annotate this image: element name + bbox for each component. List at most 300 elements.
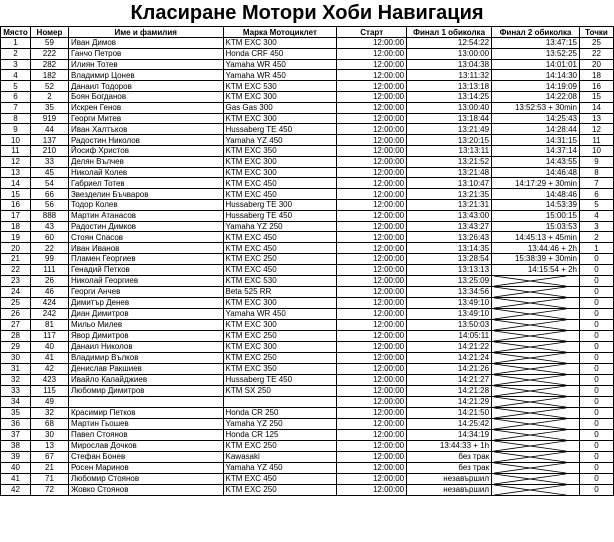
cell-lap2-not-finished (492, 462, 580, 473)
cell-name: Красимир Петков (68, 407, 223, 418)
cell-points: 0 (579, 473, 613, 484)
cell-bike: KTM EXC 530 (223, 275, 337, 286)
cell-lap1: 13:00:40 (407, 102, 492, 113)
cell-lap1: 13:28:54 (407, 253, 492, 264)
cell-lap2-not-finished (492, 286, 580, 297)
table-row (1, 440, 614, 451)
cell-start: 12:00:00 (337, 232, 407, 243)
struck-out-mark (494, 331, 566, 341)
cell-lap2: 14:53:39 (492, 199, 580, 210)
cell-bike: KTM EXC 450 (223, 189, 337, 200)
cell-points: 3 (579, 221, 613, 232)
table-row (1, 91, 614, 102)
cell-number: 81 (30, 319, 68, 330)
cell-start: 12:00:00 (337, 243, 407, 254)
cell-points: 0 (579, 264, 613, 275)
cell-name: Росен Маринов (68, 462, 223, 473)
cell-lap2-not-finished (492, 352, 580, 363)
struck-out-mark (494, 364, 566, 374)
cell-name: Мартин Гьошев (68, 418, 223, 429)
cell-lap1: 14:25:42 (407, 418, 492, 429)
cell-lap2: 14:48:46 (492, 189, 580, 200)
cell-points: 0 (579, 385, 613, 396)
struck-out-mark (494, 408, 566, 418)
cell-bike: Yamaha YZ 450 (223, 462, 337, 473)
cell-number: 52 (30, 81, 68, 92)
cell-number: 423 (30, 374, 68, 385)
cell-lap1: 13:04:38 (407, 59, 492, 70)
cell-name (68, 396, 223, 407)
cell-name: Любомир Димитров (68, 385, 223, 396)
col-number-header: Номер (30, 27, 68, 38)
cell-name: Данаил Николов (68, 341, 223, 352)
cell-lap2-not-finished (492, 440, 580, 451)
cell-points: 0 (579, 319, 613, 330)
cell-number: 32 (30, 407, 68, 418)
cell-start: 12:00:00 (337, 145, 407, 156)
cell-name: Мильо Милев (68, 319, 223, 330)
cell-place: 2 (1, 48, 31, 59)
cell-lap1: 14:05:11 (407, 330, 492, 341)
col-start-header: Старт (337, 27, 407, 38)
cell-points: 0 (579, 341, 613, 352)
cell-number: 54 (30, 178, 68, 189)
cell-name: Пламен Георгиев (68, 253, 223, 264)
cell-lap2: 14:43:55 (492, 156, 580, 167)
cell-points: 1 (579, 243, 613, 254)
cell-points: 0 (579, 275, 613, 286)
cell-bike: KTM EXC 530 (223, 81, 337, 92)
table-row (1, 462, 614, 473)
cell-start: 12:00:00 (337, 156, 407, 167)
table-row (1, 70, 614, 81)
cell-points: 25 (579, 38, 613, 49)
cell-place: 33 (1, 385, 31, 396)
table-row (1, 286, 614, 297)
table-row (1, 210, 614, 221)
cell-start: 12:00:00 (337, 429, 407, 440)
cell-lap1: 13:21:52 (407, 156, 492, 167)
cell-start: 12:00:00 (337, 462, 407, 473)
cell-start: 12:00:00 (337, 407, 407, 418)
cell-name: Георги Митев (68, 113, 223, 124)
cell-points: 18 (579, 70, 613, 81)
cell-name: Мартин Атанасов (68, 210, 223, 221)
cell-number: 40 (30, 341, 68, 352)
cell-bike: KTM EXC 350 (223, 363, 337, 374)
cell-start: 12:00:00 (337, 385, 407, 396)
cell-lap1: 14:21:27 (407, 374, 492, 385)
cell-place: 19 (1, 232, 31, 243)
cell-bike: KTM EXC 450 (223, 232, 337, 243)
cell-bike: KTM EXC 300 (223, 341, 337, 352)
struck-out-mark (494, 276, 566, 286)
table-row (1, 178, 614, 189)
cell-number: 115 (30, 385, 68, 396)
cell-number: 182 (30, 70, 68, 81)
cell-bike: KTM EXC 300 (223, 91, 337, 102)
cell-points: 0 (579, 374, 613, 385)
cell-number: 59 (30, 38, 68, 49)
cell-place: 39 (1, 451, 31, 462)
struck-out-mark (494, 309, 566, 319)
cell-start: 12:00:00 (337, 210, 407, 221)
table-row (1, 156, 614, 167)
cell-lap1: 13:13:11 (407, 145, 492, 156)
cell-lap1: 13:21:35 (407, 189, 492, 200)
cell-name: Иван Халтъков (68, 124, 223, 135)
cell-start: 12:00:00 (337, 221, 407, 232)
cell-lap2-not-finished (492, 330, 580, 341)
cell-bike: Yamaha YZ 250 (223, 221, 337, 232)
cell-number: 66 (30, 189, 68, 200)
cell-place: 12 (1, 156, 31, 167)
cell-bike: KTM EXC 450 (223, 473, 337, 484)
cell-bike: KTM EXC 450 (223, 243, 337, 254)
cell-points: 0 (579, 308, 613, 319)
cell-place: 16 (1, 199, 31, 210)
cell-number: 919 (30, 113, 68, 124)
cell-points: 15 (579, 91, 613, 102)
cell-number: 41 (30, 352, 68, 363)
cell-lap1: 13:49:10 (407, 308, 492, 319)
cell-points: 14 (579, 102, 613, 113)
cell-start: 12:00:00 (337, 396, 407, 407)
cell-name: Габриел Тотев (68, 178, 223, 189)
cell-points: 6 (579, 189, 613, 200)
table-row (1, 253, 614, 264)
col-points-header: Точки (579, 27, 613, 38)
cell-start: 12:00:00 (337, 113, 407, 124)
cell-place: 29 (1, 341, 31, 352)
cell-number: 42 (30, 363, 68, 374)
cell-lap1: 13:13:13 (407, 264, 492, 275)
cell-lap1: 13:11:32 (407, 70, 492, 81)
table-row (1, 81, 614, 92)
table-row (1, 135, 614, 146)
cell-number: 22 (30, 243, 68, 254)
struck-out-mark (494, 397, 566, 407)
cell-lap2-not-finished (492, 341, 580, 352)
cell-name: Стефан Бонев (68, 451, 223, 462)
cell-start: 12:00:00 (337, 91, 407, 102)
cell-lap2: 14:17:29 + 30min (492, 178, 580, 189)
table-row (1, 264, 614, 275)
cell-place: 37 (1, 429, 31, 440)
cell-bike: KTM EXC 450 (223, 178, 337, 189)
cell-name: Явор Димитров (68, 330, 223, 341)
col-lap2-header: Финал 2 обиколка (492, 27, 580, 38)
cell-bike: Honda CRF 450 (223, 48, 337, 59)
table-row (1, 484, 614, 495)
cell-lap2-not-finished (492, 385, 580, 396)
table-row (1, 352, 614, 363)
cell-name: Радостин Николов (68, 135, 223, 146)
cell-lap2: 14:15:54 + 2h (492, 264, 580, 275)
cell-place: 15 (1, 189, 31, 200)
cell-number: 210 (30, 145, 68, 156)
table-row (1, 374, 614, 385)
cell-start: 12:00:00 (337, 341, 407, 352)
cell-name: Мирослав Дочков (68, 440, 223, 451)
cell-bike: KTM EXC 300 (223, 38, 337, 49)
cell-bike: KTM EXC 300 (223, 156, 337, 167)
struck-out-mark (494, 320, 566, 330)
cell-name: Делян Вълчев (68, 156, 223, 167)
page-title: Класиране Мотори Хоби Навигация (130, 2, 484, 24)
cell-number: 68 (30, 418, 68, 429)
cell-number: 26 (30, 275, 68, 286)
cell-place: 11 (1, 145, 31, 156)
cell-lap2: 14:19:09 (492, 81, 580, 92)
cell-place: 3 (1, 59, 31, 70)
cell-lap2: 14:22:08 (492, 91, 580, 102)
cell-points: 0 (579, 253, 613, 264)
cell-points: 0 (579, 429, 613, 440)
cell-start: 12:00:00 (337, 253, 407, 264)
cell-name: Павел Стоянов (68, 429, 223, 440)
cell-points: 9 (579, 156, 613, 167)
struck-out-mark (494, 430, 566, 440)
cell-lap1: 14:21:28 (407, 385, 492, 396)
cell-start: 12:00:00 (337, 286, 407, 297)
cell-name: Любомир Стоянов (68, 473, 223, 484)
cell-start: 12:00:00 (337, 102, 407, 113)
cell-start: 12:00:00 (337, 167, 407, 178)
cell-start: 12:00:00 (337, 363, 407, 374)
cell-points: 2 (579, 232, 613, 243)
cell-bike: KTM EXC 250 (223, 484, 337, 495)
cell-lap2-not-finished (492, 275, 580, 286)
table-row (1, 124, 614, 135)
cell-lap1: 13:34:56 (407, 286, 492, 297)
cell-bike: KTM EXC 450 (223, 264, 337, 275)
cell-place: 20 (1, 243, 31, 254)
table-row (1, 48, 614, 59)
table-row (1, 429, 614, 440)
cell-lap1: 13:26:43 (407, 232, 492, 243)
cell-points: 0 (579, 330, 613, 341)
cell-lap1: 13:00:00 (407, 48, 492, 59)
table-row (1, 451, 614, 462)
cell-number: 2 (30, 91, 68, 102)
cell-start: 12:00:00 (337, 308, 407, 319)
cell-bike: KTM EXC 350 (223, 145, 337, 156)
cell-start: 12:00:00 (337, 189, 407, 200)
struck-out-mark (494, 342, 566, 352)
table-row (1, 330, 614, 341)
cell-number: 424 (30, 297, 68, 308)
cell-number: 242 (30, 308, 68, 319)
cell-lap1: без трак (407, 451, 492, 462)
cell-number: 72 (30, 484, 68, 495)
cell-start: 12:00:00 (337, 484, 407, 495)
cell-lap2: 14:46:48 (492, 167, 580, 178)
cell-lap1: 13:25:09 (407, 275, 492, 286)
cell-points: 0 (579, 440, 613, 451)
cell-points: 4 (579, 210, 613, 221)
cell-points: 13 (579, 113, 613, 124)
results-table (0, 26, 614, 496)
cell-name: Тодор Колев (68, 199, 223, 210)
cell-lap2: 14:01:01 (492, 59, 580, 70)
cell-lap2-not-finished (492, 473, 580, 484)
cell-bike: Honda CR 250 (223, 407, 337, 418)
cell-start: 12:00:00 (337, 275, 407, 286)
col-lap1-header: Финал 1 обиколка (407, 27, 492, 38)
cell-start: 12:00:00 (337, 352, 407, 363)
cell-lap1: 13:43:00 (407, 210, 492, 221)
cell-bike: Yamaha WR 450 (223, 70, 337, 81)
cell-start: 12:00:00 (337, 178, 407, 189)
cell-start: 12:00:00 (337, 199, 407, 210)
table-row (1, 113, 614, 124)
cell-lap1: незавършил (407, 473, 492, 484)
cell-number: 222 (30, 48, 68, 59)
cell-bike: Kawasaki (223, 451, 337, 462)
cell-points: 11 (579, 135, 613, 146)
table-row (1, 38, 614, 49)
cell-lap1: 12:54:22 (407, 38, 492, 49)
cell-number: 137 (30, 135, 68, 146)
cell-name: Илиян Тотев (68, 59, 223, 70)
cell-number: 67 (30, 451, 68, 462)
col-bike-header: Марка Мотоциклет (223, 27, 337, 38)
cell-lap1: 14:21:26 (407, 363, 492, 374)
cell-start: 12:00:00 (337, 418, 407, 429)
cell-name: Владимир Вълков (68, 352, 223, 363)
cell-points: 0 (579, 407, 613, 418)
cell-lap1: 13:21:49 (407, 124, 492, 135)
table-row (1, 308, 614, 319)
cell-lap2: 13:52:53 + 30min (492, 102, 580, 113)
cell-place: 5 (1, 81, 31, 92)
cell-bike: Honda CR 125 (223, 429, 337, 440)
cell-lap2: 13:52:25 (492, 48, 580, 59)
cell-start: 12:00:00 (337, 440, 407, 451)
cell-lap2-not-finished (492, 363, 580, 374)
cell-lap2: 14:37:14 (492, 145, 580, 156)
cell-lap2: 15:00:15 (492, 210, 580, 221)
table-row (1, 297, 614, 308)
cell-bike: Gas Gas 300 (223, 102, 337, 113)
cell-place: 8 (1, 113, 31, 124)
table-row (1, 145, 614, 156)
cell-name: Иван Димов (68, 38, 223, 49)
cell-place: 28 (1, 330, 31, 341)
cell-bike: KTM SX 250 (223, 385, 337, 396)
cell-lap2: 13:44:46 + 2h (492, 243, 580, 254)
cell-name: Боян Богданов (68, 91, 223, 102)
cell-name: Димитър Денев (68, 297, 223, 308)
cell-place: 6 (1, 91, 31, 102)
struck-out-mark (494, 463, 566, 473)
cell-lap2-not-finished (492, 407, 580, 418)
cell-name: Радостин Димков (68, 221, 223, 232)
cell-place: 23 (1, 275, 31, 286)
cell-name: Диан Димитров (68, 308, 223, 319)
cell-lap1: 13:50:03 (407, 319, 492, 330)
col-place-header: Място (1, 27, 31, 38)
cell-place: 34 (1, 396, 31, 407)
cell-start: 12:00:00 (337, 81, 407, 92)
cell-place: 38 (1, 440, 31, 451)
cell-name: Йосиф Христов (68, 145, 223, 156)
table-row (1, 221, 614, 232)
cell-number: 45 (30, 167, 68, 178)
cell-points: 8 (579, 167, 613, 178)
cell-points: 16 (579, 81, 613, 92)
cell-start: 12:00:00 (337, 48, 407, 59)
col-name-header: Име и фамилия (68, 27, 223, 38)
cell-place: 13 (1, 167, 31, 178)
cell-bike: KTM EXC 300 (223, 113, 337, 124)
cell-bike (223, 396, 337, 407)
table-row (1, 407, 614, 418)
cell-lap2-not-finished (492, 396, 580, 407)
table-row (1, 319, 614, 330)
table-row (1, 232, 614, 243)
cell-bike: KTM EXC 300 (223, 167, 337, 178)
table-row (1, 341, 614, 352)
cell-points: 5 (579, 199, 613, 210)
cell-lap2-not-finished (492, 429, 580, 440)
cell-number: 282 (30, 59, 68, 70)
cell-points: 0 (579, 396, 613, 407)
cell-lap2-not-finished (492, 374, 580, 385)
cell-place: 17 (1, 210, 31, 221)
struck-out-mark (494, 485, 566, 495)
cell-lap1: 13:14:25 (407, 91, 492, 102)
cell-start: 12:00:00 (337, 59, 407, 70)
cell-name: Владимир Цонев (68, 70, 223, 81)
cell-points: 0 (579, 418, 613, 429)
cell-lap2: 14:31:15 (492, 135, 580, 146)
struck-out-mark (494, 353, 566, 363)
cell-start: 12:00:00 (337, 297, 407, 308)
cell-start: 12:00:00 (337, 473, 407, 484)
cell-start: 12:00:00 (337, 374, 407, 385)
cell-bike: Yamaha WR 450 (223, 308, 337, 319)
cell-place: 35 (1, 407, 31, 418)
cell-lap1: без трак (407, 462, 492, 473)
cell-start: 12:00:00 (337, 451, 407, 462)
cell-bike: Hussaberg TE 450 (223, 374, 337, 385)
cell-lap1: 13:13:18 (407, 81, 492, 92)
cell-bike: KTM EXC 250 (223, 253, 337, 264)
cell-lap2: 14:14:30 (492, 70, 580, 81)
cell-place: 21 (1, 253, 31, 264)
cell-points: 0 (579, 363, 613, 374)
cell-lap1: 13:43:27 (407, 221, 492, 232)
cell-points: 0 (579, 451, 613, 462)
struck-out-mark (494, 474, 566, 484)
cell-lap1: 13:10:47 (407, 178, 492, 189)
cell-number: 30 (30, 429, 68, 440)
cell-place: 31 (1, 363, 31, 374)
cell-place: 1 (1, 38, 31, 49)
struck-out-mark (494, 287, 566, 297)
cell-points: 0 (579, 286, 613, 297)
cell-points: 0 (579, 484, 613, 495)
cell-lap2-not-finished (492, 484, 580, 495)
cell-place: 41 (1, 473, 31, 484)
cell-bike: Hussaberg TE 300 (223, 199, 337, 210)
cell-place: 9 (1, 124, 31, 135)
cell-place: 27 (1, 319, 31, 330)
cell-bike: Yamaha YZ 450 (223, 135, 337, 146)
cell-points: 7 (579, 178, 613, 189)
